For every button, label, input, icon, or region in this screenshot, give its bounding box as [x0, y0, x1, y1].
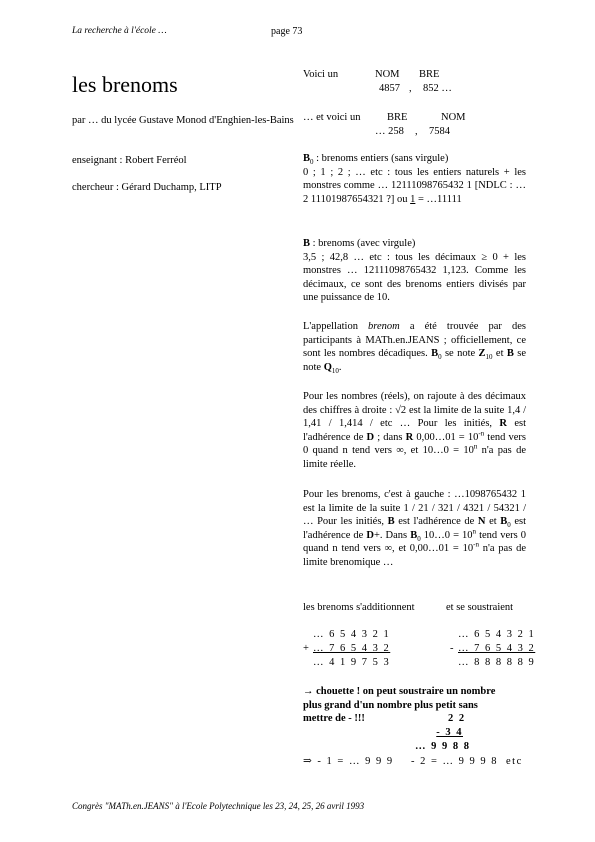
- app-sub0: 0: [438, 353, 442, 362]
- researcher-line: chercheur : Gérard Duchamp, LITP: [72, 182, 222, 193]
- example-n3: … 9 9 8 8: [415, 741, 471, 752]
- bren-text-6: 10…0 = 10: [420, 529, 473, 541]
- result-minus-two: - 2 = … 9 9 9 8: [411, 756, 499, 767]
- article-title: les brenoms: [72, 72, 178, 97]
- bren-n: N: [477, 516, 486, 527]
- result-line: [303, 755, 533, 769]
- intro-row2-col2: 852 …: [423, 83, 452, 94]
- reels-text-1: Pour les nombres (réels), on rajoute à des décimaux des chiffres à droite : √2 est la limite de la suite 1,4 / 1,41 / 1,414 / etc … Pour les initiés,: [303, 391, 526, 429]
- app-q: Q: [323, 361, 332, 373]
- brenoms-paragraph: [303, 488, 526, 569]
- sub-minus: -: [450, 643, 455, 654]
- b-label: : brenoms (avec virgule): [310, 238, 416, 249]
- add-plus: +: [303, 643, 311, 654]
- page-number: page 73: [271, 26, 303, 37]
- bren-text-1: Pour les brenoms, c'est à gauche : …1098765432 1 est la limite de la suite 1 / 21 / 321 / 4321 / 54321 / … Pour les initiés,: [303, 489, 526, 527]
- bren-text-7: tend vers 0 quand n tend vers ∞, et 0,00…01 = 10: [303, 529, 526, 554]
- bren-text-2: est l'adhérence de: [394, 516, 478, 527]
- reels-r: R: [499, 418, 507, 429]
- bren-sub0b: 0: [417, 534, 421, 543]
- app-text-2: a été trouvée par des participants à MATh.en.JEANS ; officiellement, ce sont les nombres décadiques.: [303, 321, 526, 359]
- conclusion-line-3: mettre de - !!!: [303, 713, 365, 724]
- reels-paragraph: [303, 390, 526, 471]
- add-sub-caption-left: les brenoms s'additionnent: [303, 602, 415, 613]
- section-b: [303, 237, 526, 305]
- reels-text-2: est l'adhérence de: [303, 418, 526, 443]
- bren-text-5: +. Dans: [373, 529, 411, 541]
- reels-r2: R: [405, 431, 414, 443]
- result-etc: etc: [506, 756, 523, 767]
- app-z: Z: [478, 348, 486, 359]
- bren-sup-1: n: [472, 527, 477, 535]
- reels-text-5: tend vers 0 quand n tend vers ∞, et 10…0 = 10: [303, 431, 526, 456]
- b-symbol: B: [303, 238, 311, 249]
- b0-text-2: = …11111: [415, 193, 462, 205]
- b0-label: : brenoms entiers (sans virgule): [313, 153, 449, 164]
- intro-row3-col2: NOM: [441, 112, 466, 123]
- bren-b0b: B: [410, 529, 418, 541]
- add-line-3: … 4 1 9 7 5 3: [313, 657, 391, 668]
- b0-definition: [303, 152, 526, 166]
- sub-line-2: … 7 6 5 4 3 2: [458, 643, 536, 654]
- b-definition: [303, 237, 526, 251]
- teacher-line: enseignant : Robert Ferréol: [72, 155, 187, 166]
- bren-sup-2: -n: [473, 540, 479, 549]
- app-b: B: [506, 348, 514, 359]
- add-sub-caption-right: et se soustraient: [446, 602, 514, 613]
- intro-row4-col2: 7584: [429, 126, 450, 137]
- bren-d: D: [366, 529, 374, 541]
- bren-text-8: n'a pas de limite brenomique …: [303, 543, 526, 568]
- app-sub10b: 10: [331, 366, 339, 375]
- add-line-1: … 6 5 4 3 2 1: [313, 629, 391, 640]
- app-sub10a: 10: [485, 353, 493, 362]
- section-b0: [303, 152, 526, 206]
- section-brenoms-gauche: [303, 488, 526, 569]
- intro-row2-sep: ,: [409, 83, 412, 94]
- intro-row1-col2: BRE: [419, 69, 440, 80]
- page-footer: Congrès "MATh.en.JEANS" à l'Ecole Polytechnique les 23, 24, 25, 26 avril 1993: [72, 801, 365, 811]
- intro-row4-sep: ,: [415, 126, 418, 137]
- reels-text-4: 0,00…01 = 10: [413, 431, 479, 443]
- b0-one: 1: [410, 193, 416, 205]
- intro-row3-col1: BRE: [387, 112, 408, 123]
- conclusion-line-1: → chouette ! on peut soustraire un nombre: [303, 686, 496, 697]
- b-body: 3,5 ; 42,8 … etc : tous les décimaux ≥ 0 + les monstres … 12111098765432 1,123. Comme les décimaux, ce sont des brenoms entiers divisés par une puissance de 10.: [303, 251, 526, 303]
- bren-sub0: 0: [507, 521, 511, 530]
- app-text-6: .: [338, 361, 342, 373]
- conclusion-line-2: plus grand d'un nombre plus petit sans: [303, 699, 478, 711]
- bren-b0: B: [500, 516, 508, 527]
- intro-row4-col1: … 258: [375, 126, 404, 137]
- bren-text-4: est l'adhérence de: [303, 516, 527, 541]
- app-text-4: et: [492, 348, 507, 359]
- app-b0: B: [431, 348, 439, 359]
- authors-line: par … du lycée Gustave Monod d'Enghien-les-Bains: [72, 115, 294, 126]
- example-n1: 2 2: [448, 713, 466, 724]
- add-line-2: … 7 6 5 4 3 2: [313, 643, 391, 654]
- section-reels: [303, 390, 526, 471]
- intro-row1-label: Voici un: [303, 69, 339, 80]
- reels-text-3: ; dans: [374, 431, 406, 443]
- example-n2: - 3 4: [436, 727, 463, 738]
- app-text-1: L'appellation: [303, 321, 369, 332]
- app-italic: brenom: [368, 321, 400, 332]
- b0-body: [303, 166, 526, 207]
- app-text-3: se note: [441, 348, 479, 359]
- app-text-5: se note: [303, 348, 527, 373]
- reels-sup-1: -n: [478, 429, 485, 437]
- reels-d: D: [366, 431, 375, 443]
- result-minus-one: ⇒ - 1 = … 9 9 9: [303, 756, 394, 767]
- bren-b: B: [387, 516, 395, 527]
- b0-symbol: B: [303, 153, 311, 164]
- bren-text-3: et: [485, 516, 501, 527]
- sub-line-1: … 6 5 4 3 2 1: [458, 629, 536, 640]
- appellation-paragraph: [303, 320, 526, 374]
- reels-sup-2: n: [473, 442, 478, 451]
- running-header: La recherche à l'école …: [72, 26, 167, 36]
- section-appellation: [303, 320, 526, 374]
- intro-row2-col1: 4857: [379, 83, 400, 94]
- b0-subscript: 0: [310, 158, 314, 167]
- calc-block: [303, 628, 536, 673]
- intro-row1-col1: NOM: [375, 69, 400, 80]
- b0-text-1: 0 ; 1 ; 2 ; … etc : tous les entiers naturels + les monstres comme … 12111098765432 1 [NDLC : …2 11101987654321 ?] ou: [303, 166, 526, 205]
- intro-row3-label: … et voici un: [303, 112, 361, 123]
- reels-text-6: n'a pas de limite réelle.: [303, 445, 526, 470]
- sub-line-3: … 8 8 8 8 8 9: [458, 657, 536, 668]
